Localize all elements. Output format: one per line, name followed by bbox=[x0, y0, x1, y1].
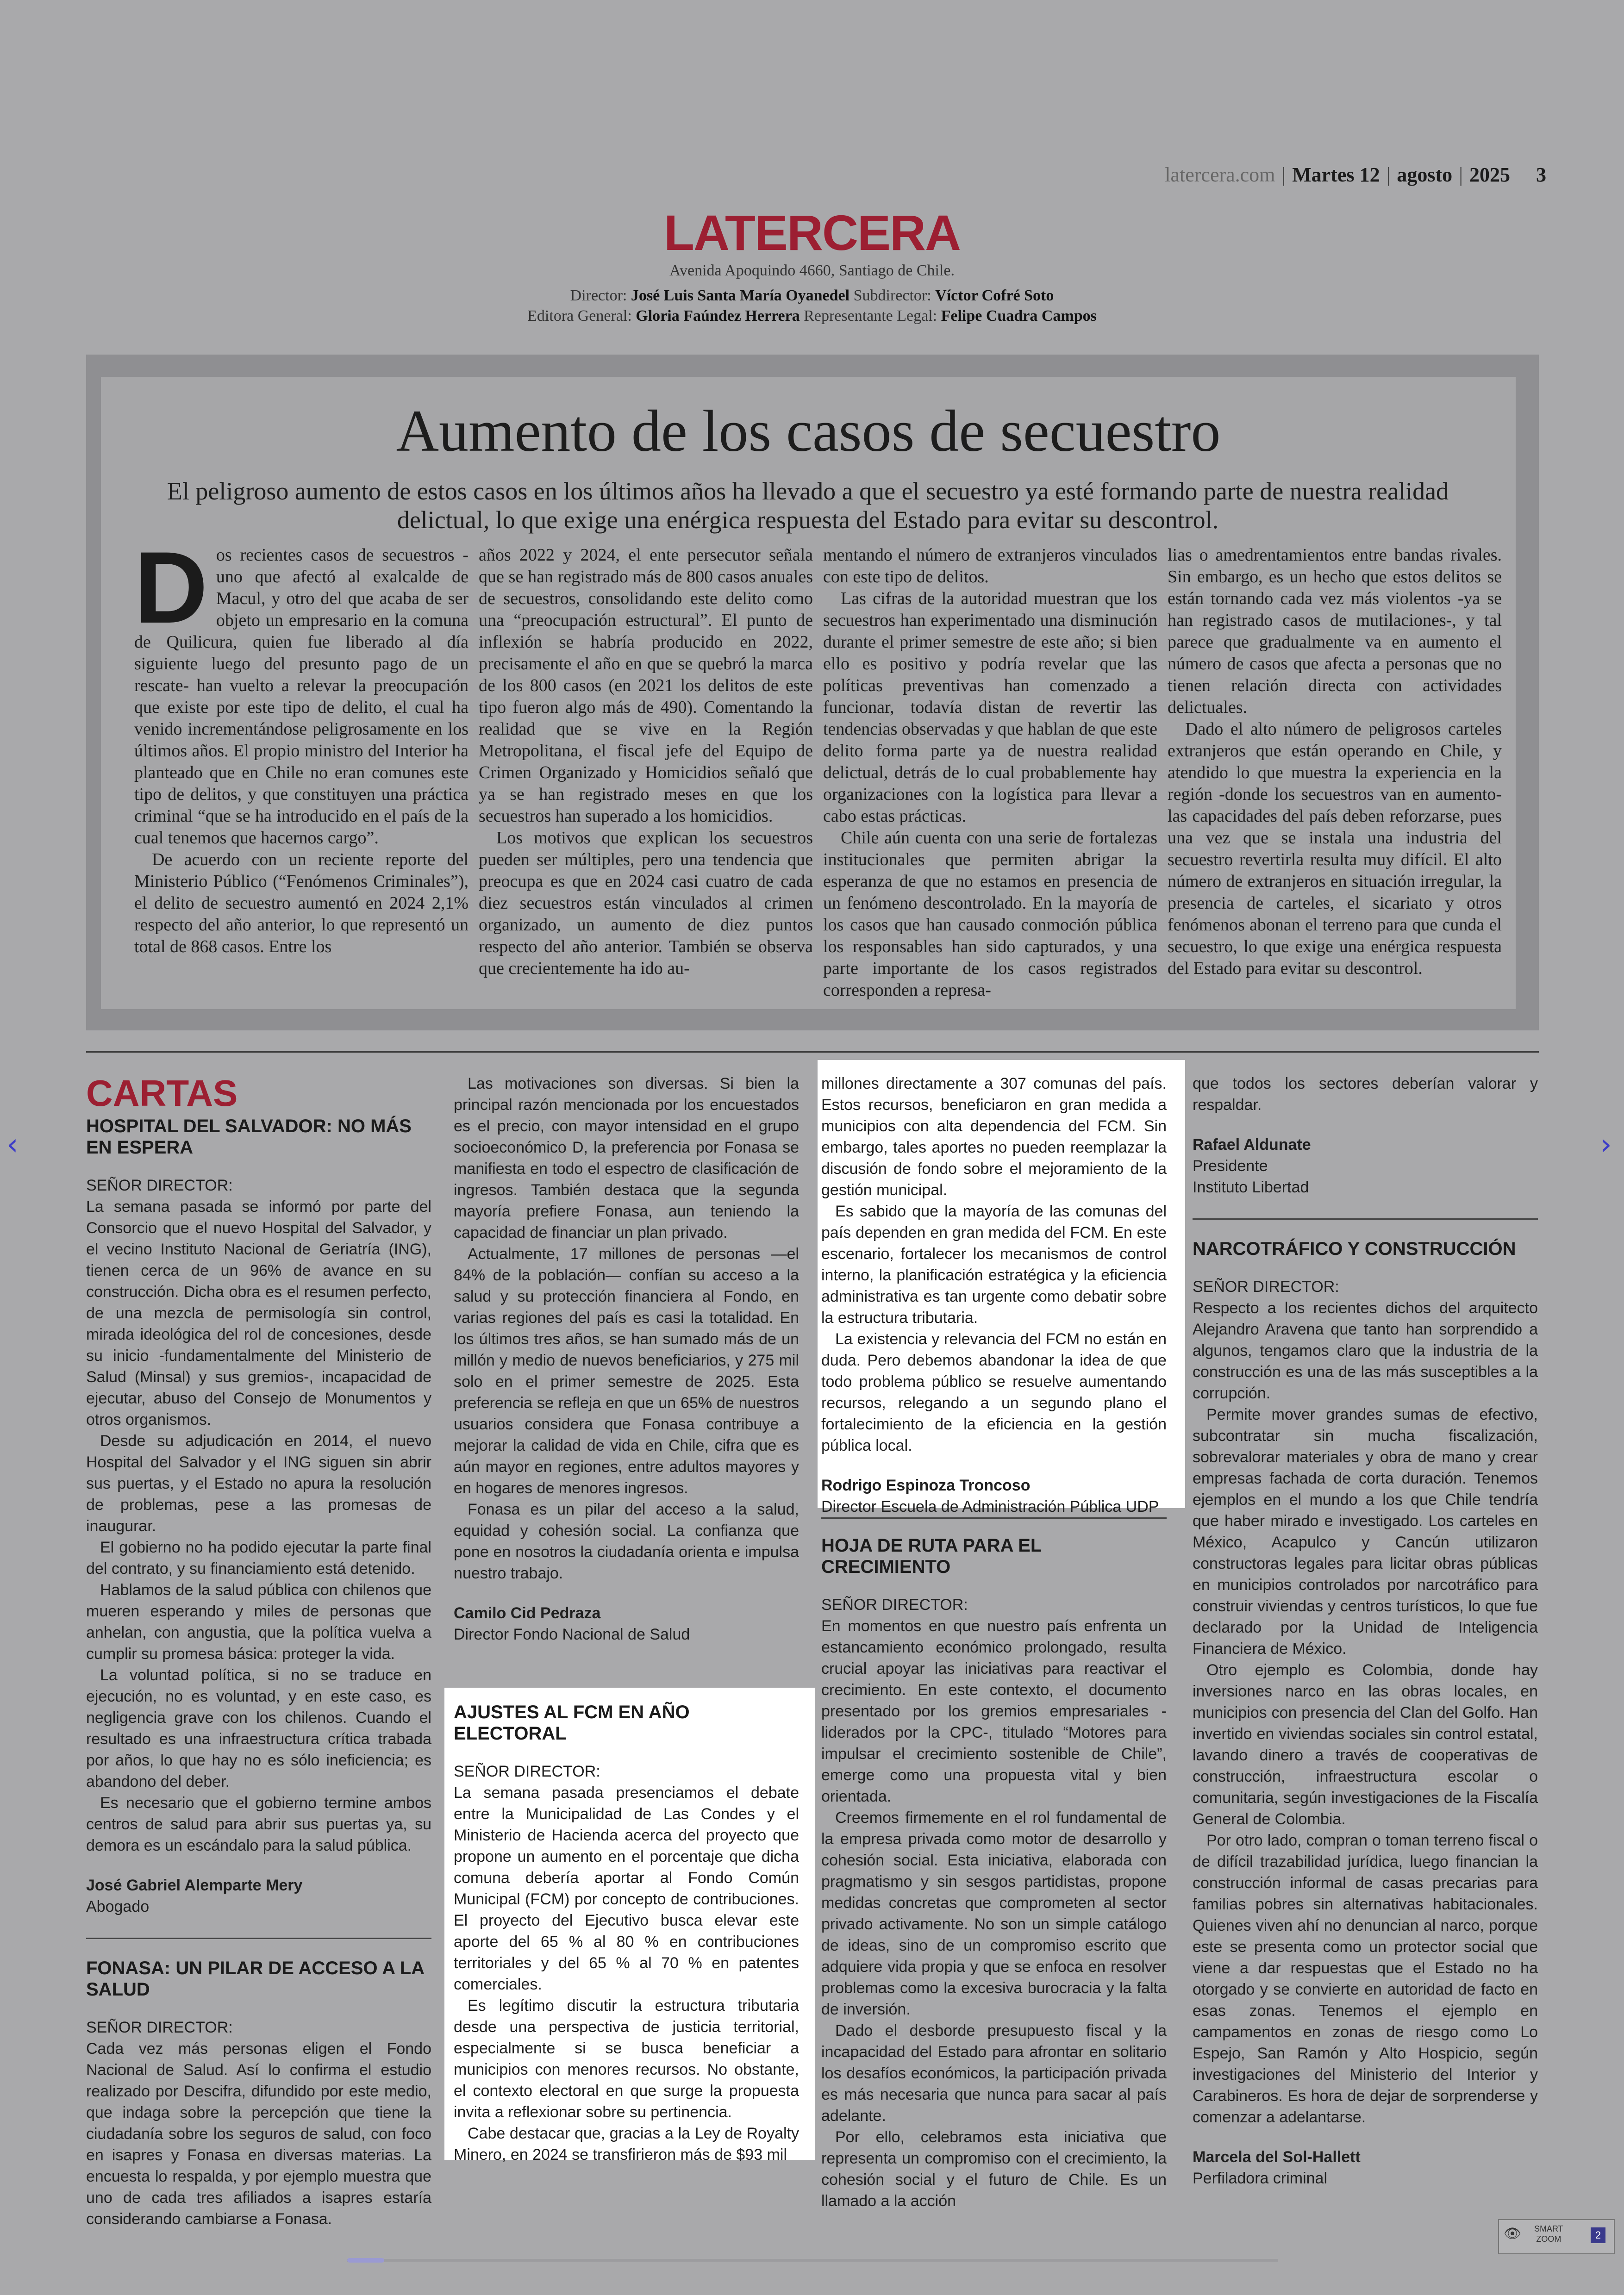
letter-paragraph: Es sabido que la mayoría de las comunas del país dependen en gran medida del FCM. En este escenario, fortalecer los mecanismos de control interno, la planificación estratégica y la eficiencia administrativa es tan urgente como debatir sobre la estructura tributaria. bbox=[821, 1203, 1167, 1327]
letter-signer-role: Presidente bbox=[1193, 1157, 1268, 1175]
letter-title: HOJA DE RUTA PARA EL CRECIMIENTO bbox=[821, 1535, 1042, 1577]
director-name: José Luis Santa María Oyanedel bbox=[631, 287, 850, 304]
masthead-logo: LATERCERA bbox=[664, 205, 960, 261]
letter-paragraph: La existencia y relevancia del FCM no están en duda. Pero debemos abandonar la idea de que todo problema público se resuelve aumentando recursos, relegando a un segundo plano el fortalecimiento de la eficiencia en la gestión pública local. bbox=[821, 1330, 1167, 1454]
letter-paragraph: que todos los sectores deberían valorar y respaldar. bbox=[1193, 1075, 1538, 1114]
letter-signer-role: Abogado bbox=[86, 1898, 150, 1915]
previous-page-icon[interactable]: ‹ bbox=[6, 1128, 19, 1162]
page-number: 3 bbox=[1536, 163, 1546, 186]
letter-paragraph: Por otro lado, compran o toman terreno fiscal o de difícil trazabilidad jurídica, luego financian la construcción informal de casas precarias para familias pobres sin alternativas habitacionales. Quienes viven ahí no denuncian al narco, porque este se presenta como un protector social que viene a dar respuestas que el Estado no ha otorgado y se convierte en autoridad de facto en esas zonas. Tenemos el ejemplo en campamentos en zonas de riesgo como Lo Espejo, San Ramón y Alto Hospicio, según investigaciones del Ministerio del Interior y Carabineros. Es hora de dejar de sorprenderse y comenzar a adelantarse. bbox=[1193, 1832, 1538, 2126]
letter-paragraph: Respecto a los recientes dichos del arquitecto Alejandro Aravena que tanto han sorprendido a algunos, tengamos claro que la industria de la construcción es una de las más susceptibles a la corrupción. bbox=[1193, 1299, 1538, 1402]
letter-divider bbox=[86, 1938, 431, 1939]
letter-paragraph: Hablamos de la salud pública con chilenos que mueren esperando y miles de personas que anhelan, con angustia, que la política vuelva a cumplir su promesa básica: proteger la vida. bbox=[86, 1581, 431, 1663]
editorial-subtitle: El peligroso aumento de estos casos en los últimos años ha llevado a que el secuestro ya esté formando parte de nuestra realidad delictual, lo que exige una enérgica respuesta del Estado para evitar su descontrol. bbox=[167, 477, 1449, 534]
letters-column-1 bbox=[86, 1116, 431, 2228]
letter-paragraph: millones directamente a 307 comunas del país. Estos recursos, beneficiaron en gran medida a municipios con alta dependencia del FCM. Sin embargo, tales aportes no pueden reemplazar la discusión de fondo sobre el mejoramiento de la gestión municipal. bbox=[821, 1075, 1167, 1199]
date-day: Martes 12 bbox=[1292, 163, 1380, 186]
editorial-column-3 bbox=[823, 544, 1157, 998]
letter-paragraph: Dado el desborde presupuesto fiscal y la incapacidad del Estado para afrontar en solitario los desafíos económicos, la participación privada es más necesaria que nunca para sacar al país adelante. bbox=[821, 2022, 1167, 2125]
letter-paragraph: Es necesario que el gobierno termine ambos centros de salud para abrir sus puertas ya, su demora es un escándalo para la salud pública. bbox=[86, 1794, 431, 1854]
site-name: latercera.com bbox=[1165, 163, 1275, 186]
letter-paragraph: Creemos firmemente en el rol fundamental de la empresa privada como motor de desarrollo y cohesión social. Esta iniciativa, elaborada con pragmatismo y sin sesgos partidistas, propone medidas concretas que comprometen al sector privado activamente. No son un simple catálogo de ideas, sino de un compromiso escrito que adquiere vida propia y que se enfoca en resolver problemas como la excesiva burocracia y la falta de inversión. bbox=[821, 1809, 1167, 2018]
letter-paragraph: Otro ejemplo es Colombia, donde hay inversiones narco en las obras locales, en municipios con presencia del Clan del Golfo. Han invertido en viviendas sociales sin control estatal, lavando dinero a través de cooperativas de construcción, infraestructura escolar o comunitaria, según investigaciones de la Fiscalía General de Colombia. bbox=[1193, 1661, 1538, 1828]
letter-paragraph: La semana pasada presenciamos el debate entre la Municipalidad de Las Condes y el Ministerio de Hacienda acerca del proyecto que propone un aumento en el porcentaje que dicha comuna debería aportar al Fondo Común Municipal (FCM) por concepto de contribuciones. El proyecto del Ejecutivo busca elevar este aporte del 65 % al 80 % en contribuciones territoriales y del 65 % al 70 % en patentes comerciales. bbox=[454, 1784, 799, 1993]
letter-signature: Rafael Aldunate bbox=[1193, 1136, 1311, 1154]
letter-salutation: SEÑOR DIRECTOR: bbox=[86, 2019, 233, 2036]
editorial-paragraph: Chile aún cuenta con una serie de fortalezas institucionales que permiten abrigar la esperanza de que no estamos en presencia de un fenómeno descontrolado. En la mayoría de los casos que han causado conmoción pública los responsables han sido capturados, y una parte importante de los casos registrados corresponden a represa- bbox=[823, 828, 1157, 1000]
director-line: Director: José Luis Santa María Oyanedel Subdirector: Víctor Cofré Soto bbox=[570, 287, 1054, 304]
letter-salutation: SEÑOR DIRECTOR: bbox=[821, 1596, 968, 1614]
zoom-level-button[interactable]: 2 bbox=[1591, 2227, 1605, 2243]
editorial-paragraph: os recientes casos de secuestros -uno que afectó al exalcalde de Macul, y otro del que acaba de ser objeto un empresario en la comuna de Quilicura, quien fue liberado al día siguiente luego del presunto pago de un rescate- han vuelto a relevar la preocupación que existe por este tipo de delito, el cual ha venido incrementándose peligrosamente en los últimos años. El propio ministro del Interior ha planteado que en Chile no eran comunes este tipo de delitos, y que constituyen una práctica criminal “que se ha introducido en el país de la cual tenemos que hacernos cargo”. bbox=[134, 545, 468, 848]
letter-signature: José Gabriel Alemparte Mery bbox=[86, 1877, 303, 1894]
letter-signature: Marcela del Sol-Hallett bbox=[1193, 2148, 1361, 2166]
subdirector-name: Víctor Cofré Soto bbox=[935, 287, 1054, 304]
letter-fcm-part-2 bbox=[821, 1073, 1167, 1515]
smart-zoom-label: SMART ZOOM bbox=[1534, 2224, 1563, 2244]
editorial-paragraph: años 2022 y 2024, el ente persecutor señala que se han registrado más de 800 casos anuales de secuestros, consolidando este delito como una “preocupación estructural”. El punto de inflexión se habría producido en 2022, precisamente el año en que se quebró la marca de los 800 casos (en 2021 los delitos de este tipo fueron algo más de 490). Comentando la realidad que se vive en la Región Metropolitana, el fiscal jefe del Equipo de Crimen Organizado y Homicidios señaló que ya se han registrado meses en que los secuestros han superado a los homicidios. bbox=[479, 545, 813, 826]
letter-salutation: SEÑOR DIRECTOR: bbox=[1193, 1278, 1339, 1296]
editorial-title: Aumento de los casos de secuestro bbox=[396, 398, 1221, 464]
date-month: agosto bbox=[1397, 163, 1453, 186]
date-line: latercera.com | Martes 12 | agosto | 2025 3 bbox=[1165, 163, 1546, 186]
letter-signature: Camilo Cid Pedraza bbox=[454, 1604, 601, 1622]
letter-divider bbox=[821, 1517, 1167, 1519]
date-year: 2025 bbox=[1469, 163, 1510, 186]
letter-paragraph: La voluntad política, si no se traduce en ejecución, no es voluntad, y en este caso, es negligencia grave con los chilenos. Cuando el resultado es una infraestructura crítica trabada por años, lo que hay no es sólo ineficiencia; es abandono del deber. bbox=[86, 1666, 431, 1790]
section-divider bbox=[86, 1051, 1539, 1053]
address-line: Avenida Apoquindo 4660, Santiago de Chile. bbox=[669, 262, 955, 279]
letters-column-3 bbox=[821, 1535, 1167, 2210]
letter-title: AJUSTES AL FCM EN AÑO ELECTORAL bbox=[454, 1702, 690, 1744]
editorial-paragraph: De acuerdo con un reciente reporte del Ministerio Público (“Fenómenos Criminales”), el delito de secuestro aumentó en 2024 2,1% respecto del año anterior, lo que representó un total de 868 casos. Entre los bbox=[134, 850, 468, 956]
editorial-paragraph: Las cifras de la autoridad muestran que los secuestros han experimentado una disminución durante el primer semestre de este año; si bien ello es positivo y podría revelar que las políticas preventivas han comenzado a funcionar, todavía distan de revertir las tendencias observadas y que hablan de que este delito forma parte ya de nuestra realidad delictual, detrás de lo cual probablemente hay organizaciones con la logística para llevar a cabo estas prácticas. bbox=[823, 589, 1157, 826]
letters-column-4 bbox=[1193, 1073, 1538, 2187]
horizontal-scrollbar[interactable] bbox=[347, 2259, 1278, 2262]
editorial-column-1 bbox=[134, 530, 468, 998]
letter-paragraph: En momentos en que nuestro país enfrenta un estancamiento económico prolongado, resulta crucial apoyar las iniciativas para reactivar el crecimiento. En este contexto, el documento presentado por los gremios empresariales -liderados por la CPC-, titulado “Motores para impulsar el crecimiento sostenible de Chile”, emerge como una propuesta vital y bien orientada. bbox=[821, 1617, 1167, 1805]
letter-paragraph: Es legítimo discutir la estructura tributaria desde una perspectiva de justicia territorial, especialmente si se busca beneficiar a municipios con menores recursos. No obstante, el contexto electoral en que surge la propuesta invita a reflexionar sobre su pertinencia. bbox=[454, 1997, 799, 2121]
letter-paragraph: La semana pasada se informó por parte del Consorcio que el nuevo Hospital del Salvador, y el vecino Instituto Nacional de Geriatría (ING), tienen cerca de un 96% de avance en su construcción. Dicha obra es el resumen perfecto, de una mezcla de permisología sin control, mirada ideológica del rol de concesiones, desde su inicio -fundamentalmente del Ministerio de Salud (Minsal) y sus gremios-, incapacidad de ejecutar, abuso del Consejo de Monumentos y otros organismos. bbox=[86, 1198, 431, 1428]
letter-paragraph: El gobierno no ha podido ejecutar la parte final del contrato, y su financiamiento está detenido. bbox=[86, 1539, 431, 1578]
letter-title: FONASA: UN PILAR DE ACCESO A LA SALUD bbox=[86, 1958, 424, 2000]
next-page-icon[interactable]: › bbox=[1600, 1128, 1612, 1162]
letters-section-title: CARTAS bbox=[86, 1073, 238, 1114]
letter-paragraph: Fonasa es un pilar del acceso a la salud, equidad y cohesión social. La confianza que pone en nosotros la ciudadanía orienta e impulsa nuestro trabajo. bbox=[454, 1501, 799, 1582]
letter-signature: Rodrigo Espinoza Troncoso bbox=[821, 1477, 1031, 1494]
editor-name: Gloria Faúndez Herrera bbox=[636, 307, 800, 324]
drop-cap: D bbox=[134, 530, 208, 644]
letter-signer-role: Director Fondo Nacional de Salud bbox=[454, 1626, 690, 1643]
scrollbar-thumb[interactable] bbox=[347, 2258, 384, 2263]
letter-salutation: SEÑOR DIRECTOR: bbox=[454, 1763, 600, 1780]
editorial-column-4 bbox=[1168, 544, 1502, 998]
letter-salutation: SEÑOR DIRECTOR: bbox=[86, 1177, 233, 1194]
editorial-paragraph: lias o amedrentamientos entre bandas rivales. Sin embargo, es un hecho que estos delitos se están tornando cada vez más violentos -ya se han registrado casos de mutilaciones-, y tal parece que gradualmente va en aumento el número de casos que afecta a personas que no tienen relación directa con actividades delictuales. bbox=[1168, 545, 1502, 717]
letter-paragraph: Por ello, celebramos esta iniciativa que representa un compromiso con el crecimiento, la cohesión social y el futuro de Chile. Es un llamado a la acción bbox=[821, 2128, 1167, 2210]
letter-paragraph: Desde su adjudicación en 2014, el nuevo Hospital del Salvador y el ING siguen sin abrir sus puertas, y el Estado no apura la resolución de problemas, pese a las promesas de inaugurar. bbox=[86, 1432, 431, 1535]
letter-signer-organization: Instituto Libertad bbox=[1193, 1179, 1309, 1196]
letter-paragraph: Cabe destacar que, gracias a la Ley de Royalty Minero, en 2024 se transfirieron más de $93 mil bbox=[454, 2125, 799, 2164]
letter-signer-role: Perfiladora criminal bbox=[1193, 2170, 1327, 2187]
eye-icon: 👁 bbox=[1504, 2226, 1522, 2242]
letter-title: HOSPITAL DEL SALVADOR: NO MÁS EN ESPERA bbox=[86, 1116, 412, 1158]
letter-paragraph: Las motivaciones son diversas. Si bien la principal razón mencionada por los encuestados es el precio, con mayor intensidad en el grupo socioeconómico D, la preferencia por Fonasa se manifiesta en todo el espectro de clasificación de ingresos. También destaca que la segunda mayoría prefiere Fonasa, aun teniendo la capacidad de financiar un plan privado. bbox=[454, 1075, 799, 1241]
editorial-paragraph: Los motivos que explican los secuestros pueden ser múltiples, pero una tendencia que preocupa es que en 2024 casi cuatro de cada diez secuestros están vinculados al crimen organizado, un aumento de diez puntos respecto del año anterior. También se observa que crecientemente ha ido au- bbox=[479, 828, 813, 978]
editorial-column-2 bbox=[479, 544, 813, 998]
legal-name: Felipe Cuadra Campos bbox=[941, 307, 1097, 324]
letter-signer-role: Director Escuela de Administración Pública UDP bbox=[821, 1498, 1159, 1515]
letter-paragraph: Actualmente, 17 millones de personas —el 84% de la población— confían su acceso a la salud y su protección financiera al Fondo, en varias regiones del país es casi la totalidad. En los últimos tres años, se han sumado más de un millón y medio de nuevos beneficiarios, y 275 mil solo en el primer semestre de 2025. Esta preferencia se refleja en que un 65% de nuestros usuarios considera que Fonasa contribuye a mejorar la calidad de vida en Chile, cifra que es aún mayor en regiones, entre adultos mayores y en hogares de menores ingresos. bbox=[454, 1245, 799, 1497]
letter-title: NARCOTRÁFICO Y CONSTRUCCIÓN bbox=[1193, 1239, 1516, 1259]
editorial-paragraph: Dado el alto número de peligrosos carteles extranjeros que están operando en Chile, y atendido lo que muestra la experiencia en la región -donde los secuestros van en aumento- las capacidades del país deben reforzarse, pues una vez que se instala una industria del secuestro revertirla resulta muy difícil. El alto número de extranjeros en situación irregular, la presencia de carteles, el sicariato y otros fenómenos abonan el terreno para que cunda el secuestro, lo que exige una enérgica respuesta del Estado para evitar su descontrol. bbox=[1168, 719, 1502, 978]
letter-paragraph: Cada vez más personas eligen el Fondo Nacional de Salud. Así lo confirma el estudio realizado por Descifra, difundido por este medio, que indaga sobre la percepción que tiene la ciudadanía sobre los seguros de salud, con foco en isapres y Fonasa en diversas materias. La encuesta lo respalda, y por ejemplo muestra que uno de cada tres afiliados a isapres estaría considerando cambiarse a Fonasa. bbox=[86, 2040, 431, 2228]
letter-fcm-part-1 bbox=[454, 1702, 799, 2164]
letter-paragraph: Permite mover grandes sumas de efectivo, subcontratar sin mucha fiscalización, sobrevalorar materiales y obra de mano y crear empresas fachada de corta duración. Tenemos ejemplos en el mundo a los que Chile tendría que haber mirado e investigado. Los carteles en México, Acapulco y Cancún utilizaron constructoras legales para licitar obras públicas en municipios controlados por narcotráfico para construir viviendas y centros turísticos, lo que fue declarado por la Unidad de Inteligencia Financiera de México. bbox=[1193, 1406, 1538, 1658]
editor-line: Editora General: Gloria Faúndez Herrera Representante Legal: Felipe Cuadra Campos bbox=[527, 307, 1097, 324]
letters-column-2 bbox=[454, 1073, 799, 1643]
letter-divider bbox=[1193, 1218, 1538, 1220]
editorial-paragraph: mentando el número de extranjeros vinculados con este tipo de delitos. bbox=[823, 545, 1157, 586]
